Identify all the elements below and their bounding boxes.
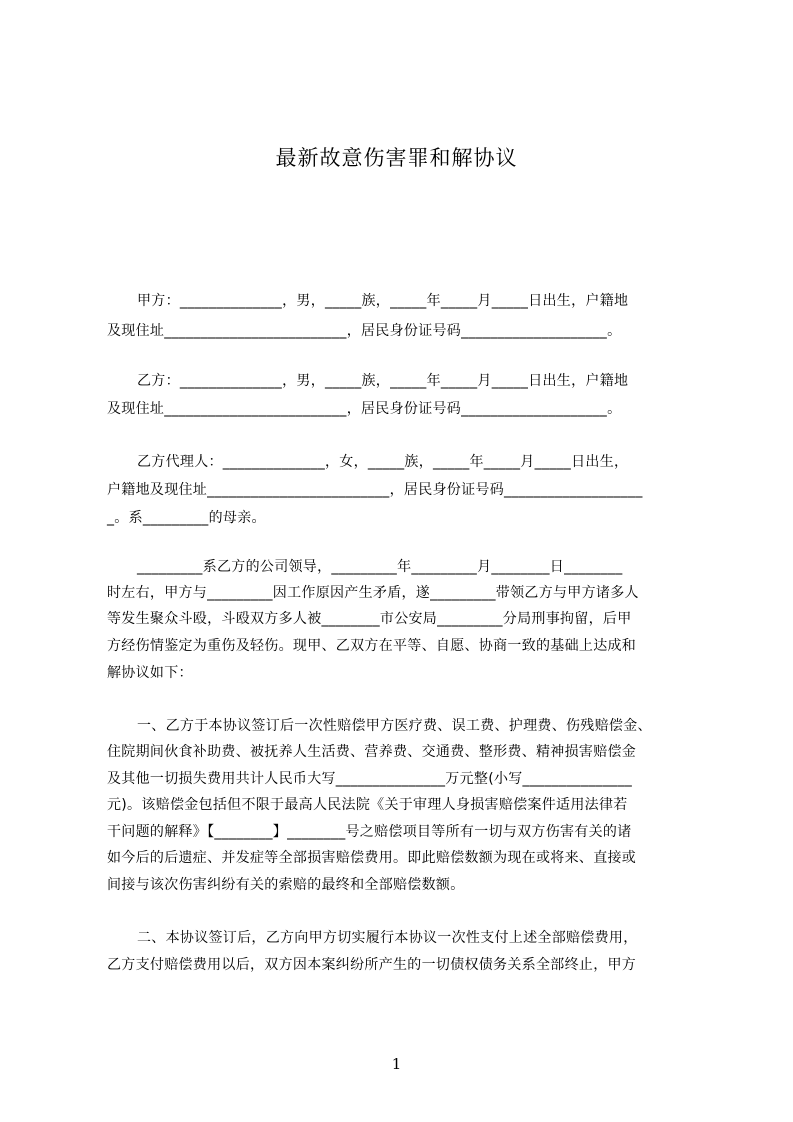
clause-1-line-5: 干问题的解释》【________】________号之赔偿项目等所有一切与双方伤害有关的诸 bbox=[107, 824, 632, 840]
background-line-5: 解协议如下： bbox=[107, 665, 193, 681]
party-b-agent-line-1: 乙方代理人：______________，女，_____族，_____年_____月_____日出生， bbox=[137, 454, 629, 470]
document-title: 最新故意伤害罪和解协议 bbox=[275, 146, 518, 170]
background-line-1: _________系乙方的公司领导，_________年_________月________日________ bbox=[137, 559, 623, 575]
party-b-agent-line-2: 户籍地及现住址_________________________，居民身份证号码___________________ bbox=[107, 482, 643, 498]
clause-1-line-6: 如今后的后遗症、并发症等全部损害赔偿费用。即此赔偿数额为现在或将来、直接或 bbox=[107, 850, 637, 866]
background-line-3: 等发生聚众斗殴，斗殴双方多人被________市公安局_________分局刑事拘留，后甲 bbox=[107, 611, 632, 627]
clause-2-line-2: 乙方支付赔偿费用以后，双方因本案纠纷所产生的一切债权债务关系全部终止，甲方 bbox=[107, 957, 637, 973]
party-b-line-2: 及现住址_________________________，居民身份证号码____________________。 bbox=[107, 401, 622, 417]
party-a-line-1: 甲方：______________，男，_____族，_____年_____月_____日出生，户籍地 bbox=[137, 293, 629, 309]
clause-1-line-3: 及其他一切损失费用共计人民币大写_______________万元整(小写_______________ bbox=[107, 771, 633, 787]
background-line-4: 方经伤情鉴定为重伤及轻伤。现甲、乙双方在平等、自愿、协商一致的基础上达成和 bbox=[107, 638, 637, 654]
clause-2-line-1: 二、本协议签订后，乙方向甲方切实履行本协议一次性支付上述全部赔偿费用， bbox=[137, 930, 638, 946]
clause-1-line-2: 住院期间伙食补助费、被抚养人生活费、营养费、交通费、整形费、精神损害赔偿金 bbox=[107, 744, 637, 760]
party-b-agent-line-3: _。系_________的母亲。 bbox=[107, 510, 266, 526]
clause-1-line-7: 间接与该次伤害纠纷有关的索赔的最终和全部赔偿数额。 bbox=[107, 877, 465, 893]
background-line-2: 时左右，甲方与_________因工作原因产生矛盾，遂_________带领乙方与甲方诸多人 bbox=[107, 585, 639, 601]
party-a-line-2: 及现住址_________________________，居民身份证号码____________________。 bbox=[107, 323, 622, 339]
page-number: 1 bbox=[391, 1055, 402, 1073]
party-b-line-1: 乙方：______________，男，_____族，_____年_____月_____日出生，户籍地 bbox=[137, 373, 629, 389]
clause-1-line-1: 一、乙方于本协议签订后一次性赔偿甲方医疗费、误工费、护理费、伤残赔偿金、 bbox=[137, 718, 652, 734]
clause-1-line-4: 元)。该赔偿金包括但不限于最高人民法院《关于审理人身损害赔偿案件适用法律若 bbox=[107, 797, 628, 813]
